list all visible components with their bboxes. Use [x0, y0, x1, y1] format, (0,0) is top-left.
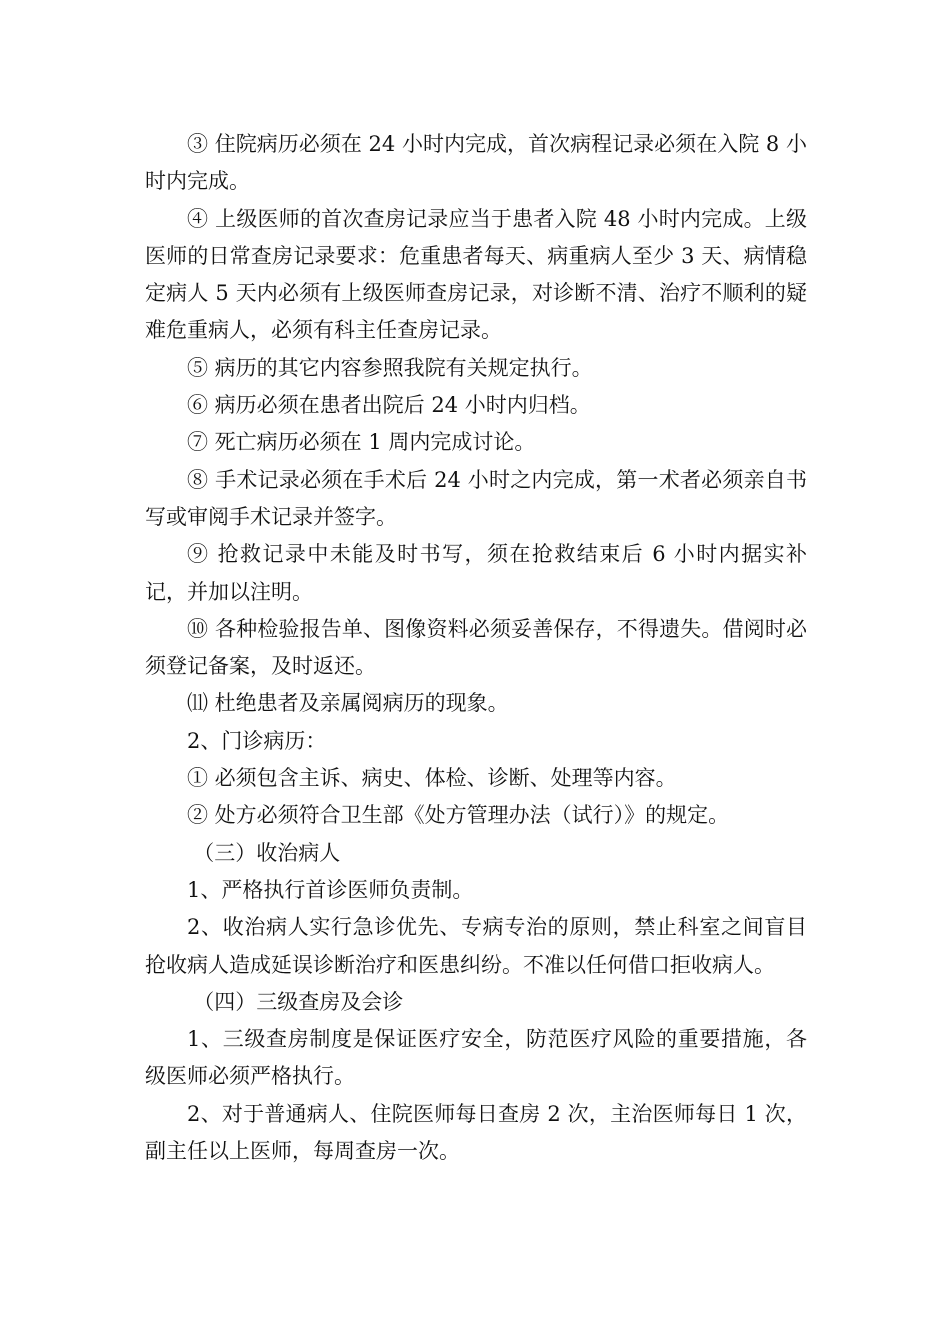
- paragraph-admission-principle: 2、收治病人实行急诊优先、专病专治的原则，禁止科室之间盲目抢收病人造成延误诊断治疗和医患纠纷。不准以任何借口拒收病人。: [145, 915, 807, 977]
- document-body: [145, 126, 807, 1170]
- paragraph-other-record-content: ⑤ 病历的其它内容参照我院有关规定执行。: [187, 355, 593, 380]
- paragraph-report-storage: ⑩ 各种检验报告单、图像资料必须妥善保存，不得遗失。借阅时必须登记备案，及时返还。: [145, 616, 807, 679]
- section-heading-ward-rounds: （四）三级查房及会诊: [193, 989, 404, 1014]
- paragraph-outpatient-content: ① 必须包含主诉、病史、体检、诊断、处理等内容。: [187, 766, 677, 791]
- section-heading-admission: （三）收治病人: [193, 840, 341, 865]
- paragraph-prescription-rule: ② 处方必须符合卫生部《处方管理办法（试行）》的规定。: [187, 803, 730, 828]
- paragraph-death-case-discussion: ⑦ 死亡病历必须在 1 周内完成讨论。: [187, 430, 536, 455]
- paragraph-ward-round-system: 1、三级查房制度是保证医疗安全，防范医疗风险的重要措施，各级医师必须严格执行。: [145, 1027, 807, 1089]
- paragraph-record-access: ⑾ 杜绝患者及亲属阅病历的现象。: [187, 691, 509, 716]
- paragraph-first-visit-responsibility: 1、严格执行首诊医师负责制。: [187, 877, 474, 902]
- paragraph-outpatient-heading: 2、门诊病历：: [187, 728, 327, 753]
- paragraph-surgery-record: ⑧ 手术记录必须在手术后 24 小时之内完成，第一术者必须亲自书写或审阅手术记录并签字。: [145, 467, 807, 529]
- paragraph-inpatient-record-deadline: ③ 住院病历必须在 24 小时内完成，首次病程记录必须在入院 8 小时内完成。: [145, 132, 807, 194]
- paragraph-ward-round-frequency: 2、对于普通病人、住院医师每日查房 2 次，主治医师每日 1 次，副主任以上医师，每周查房一次。: [145, 1101, 807, 1164]
- paragraph-senior-ward-round-record: ④ 上级医师的首次查房记录应当于患者入院 48 小时内完成。上级医师的日常查房记录要求：危重患者每天、病重病人至少 3 天、病情稳定病人 5 天内必须有上级医师查房记录，对诊断不清、治疗不顺利的疑难危重病人，必须有科主任查房记录。: [145, 206, 807, 343]
- paragraph-rescue-record: ⑨ 抢救记录中未能及时书写，须在抢救结束后 6 小时内据实补记，并加以注明。: [145, 542, 807, 604]
- paragraph-discharge-filing: ⑥ 病历必须在患者出院后 24 小时内归档。: [187, 393, 591, 418]
